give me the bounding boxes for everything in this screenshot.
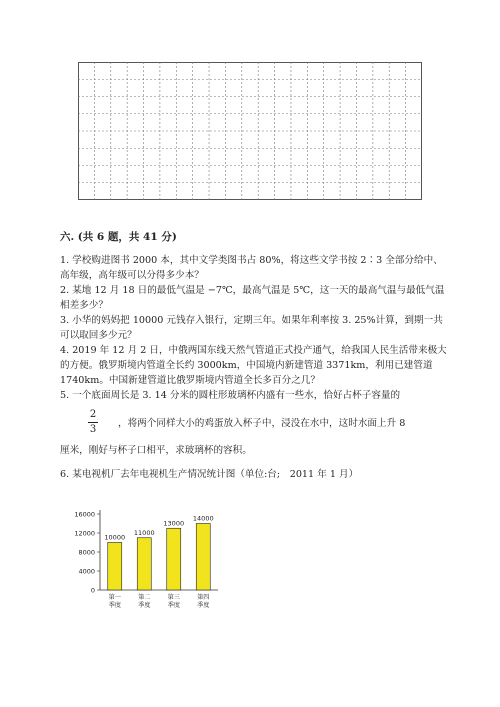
bar-value-label: 14000 <box>192 514 214 523</box>
question-2: 2. 某地 12 月 18 日的最低气温是 −7℃，最高气温是 5℃，这一天的最高气温与最低气温相差多少？ <box>60 285 445 311</box>
question-4: 4. 2019 年 12 月 2 日，中俄两国东线天然气管道正式投产通气，给我国人民生活带来极大的方便。俄罗斯境内管道全长约 3000km，中国境内新建管道 3371km，利用已建管道 1740km。中国新建管道比俄罗斯境内管道全长多百分之几？ <box>60 345 447 386</box>
bar <box>196 524 210 591</box>
x-tick-label: 第二 <box>138 594 151 601</box>
answer-grid <box>78 62 422 200</box>
fraction-two-thirds <box>88 409 98 436</box>
question-5-line1: 5. 一个底面周长是 3. 14 分米的圆柱形玻璃杯内盛有一些水，恰好占杯子容量的 <box>60 390 401 401</box>
bar <box>167 528 181 590</box>
bar-value-label: 11000 <box>133 528 155 537</box>
x-tick-label: 第一 <box>108 594 121 601</box>
question-3: 3. 小华的妈妈把 10000 元钱存入银行，定期三年。如果年利率按 3. 25%计算，到期一共可以取回多少元？ <box>60 315 443 341</box>
x-tick-label: 第三 <box>167 594 180 601</box>
x-tick-label: 季度 <box>138 602 151 609</box>
x-tick-label: 季度 <box>108 602 121 609</box>
y-tick-label: 8000 <box>78 548 95 557</box>
y-tick-label: 4000 <box>78 567 95 576</box>
section-title: 六. (共 6 题，共 41 分) <box>60 231 177 243</box>
question-5-line3: 厘米，刚好与杯子口相平，求玻璃杯的容积。 <box>60 445 252 456</box>
question-1: 1. 学校购进图书 2000 本，其中文学类图书占 80%，将这些文学书按 2∶3 全部分给中、高年级，高年级可以分得多少本？ <box>60 255 443 281</box>
bar-value-label: 10000 <box>104 533 126 542</box>
y-tick-label: 0 <box>90 586 95 595</box>
bar <box>137 538 151 590</box>
fraction-numerator: 2 <box>89 409 97 420</box>
bar-chart <box>70 500 230 620</box>
bar-value-label: 13000 <box>163 519 185 528</box>
x-tick-label: 季度 <box>197 602 210 609</box>
fraction-denominator: 3 <box>89 424 97 435</box>
y-tick-label: 12000 <box>74 529 95 538</box>
x-tick-label: 季度 <box>167 602 180 609</box>
bar <box>108 543 122 591</box>
y-tick-label: 16000 <box>74 510 95 519</box>
question-6: 6. 某电视机厂去年电视机生产情况统计图（单位:台; 2011 年 1 月） <box>60 469 359 480</box>
x-tick-label: 第四 <box>197 594 210 601</box>
question-5-line2: ，将两个同样大小的鸡蛋放入杯子中，浸没在水中，这时水面上升 8 <box>118 418 406 429</box>
